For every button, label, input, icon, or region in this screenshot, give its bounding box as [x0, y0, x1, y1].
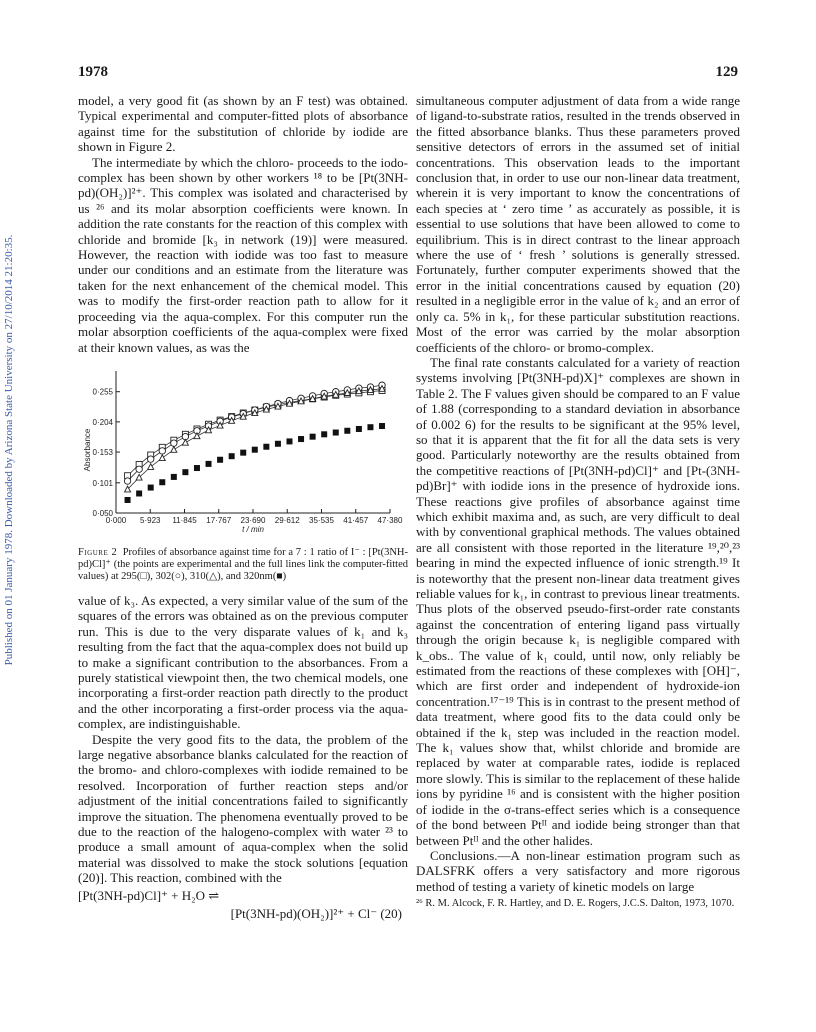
equation-line: [Pt(3NH-pd)Cl]⁺ + H₂O ⇌ — [78, 887, 220, 903]
x-tick-label: 11·845 — [172, 515, 197, 525]
data-point-circle — [136, 466, 142, 472]
paragraph: The intermediate by which the chloro- proceeds to the iodo-complex has been shown by other workers ¹⁸ to be [Pt(3NH-pd)(OH₂)]²⁺. This complex was isolated and characterised by us ²⁶ and its molar absorption coefficients were known. In addition the rate constants for the reaction of this complex with chloride and bromide [k₃ in network (19)] were measured. However, the reaction with iodide was too fast to measure under our conditions and an estimate from the literature was taken for the next enhancement of the chemical model. This was to modify the first-order reaction path to allow for it proceeding via the aqua-complex. For this computer run the molar absorption coefficients of the aqua-complex were fixed at their known values, as was the — [78, 154, 408, 355]
data-point-filled-square — [344, 428, 350, 434]
data-point-triangle — [148, 464, 154, 470]
right-column — [416, 93, 740, 910]
download-watermark-text: Published on 01 January 1978. Downloaded by Arizona State University on 27/10/2014 21:20:35. — [3, 234, 15, 666]
paragraph: simultaneous computer adjustment of data from a wide range of ligand-to-substrate ratios, resulted in the trends observed in the fitted absorbance blanks. Thus these parameters proved sensitive detectors of errors in the assumed set of initial concentrations. This observation leads to the important conclusion that, in order to use our non-linear data treatment, wherein it is very important to know the concentrations of each species at ‘ zero time ’ as accurately as possible, it is essential to use solutions that have been allowed to come to equilibrium. This is in direct contrast to the linear approach where the use of ‘ fresh ’ solutions is generally stressed. Fortunately, further computer experiments showed that the error in the initial concentrations caused by equation (20) resulted in a negligible error in the value of k₂ and an error of only ca. 5% in k₁, for these particular substitution reactions. Most of the error was carried by the molar absorption coefficients of the chloro- or bromo-complex. — [416, 93, 740, 355]
data-point-circle — [159, 448, 165, 454]
x-tick-label: 35·535 — [309, 515, 334, 525]
paragraph: value of k₃. As expected, a very similar value of the sum of the squares of the errors was obtained as on the previous computer run. This is due to the very disparate values of k₁ and k₃ resulting from the fact that the aqua-complex does not build up to make a significant contribution to the absorbances. From a purely statistical viewpoint then, the two chemical models, one incorporating a first-order reaction path directly to the product and the other incorporating a first-order process via the aqua-complex, are indistinguishable. — [78, 592, 408, 732]
data-point-filled-square — [125, 497, 131, 503]
x-tick-label: 47·380 — [377, 515, 403, 525]
data-point-filled-square — [356, 426, 362, 432]
data-point-filled-square — [159, 479, 165, 485]
data-point-filled-square — [171, 474, 177, 480]
data-point-triangle — [182, 439, 188, 445]
data-point-filled-square — [240, 450, 246, 456]
x-tick-label: 29·612 — [274, 515, 300, 525]
data-point-triangle — [171, 446, 177, 452]
paragraph: model, a very good fit (as shown by an F test) was obtained. Typical experimental and computer-fitted plots of absorbance against time for the substitution of chloride by iodide are shown in Figure 2. — [78, 93, 408, 155]
data-point-filled-square — [367, 424, 373, 430]
absorbance-chart — [78, 363, 408, 543]
y-axis-label: Absorbance — [83, 428, 92, 472]
data-point-triangle — [194, 433, 200, 439]
x-axis-label: t / min — [242, 524, 264, 534]
y-tick-label: 0·255 — [92, 387, 113, 397]
figure-label: Figure 2 — [78, 546, 118, 558]
x-tick-label: 41·457 — [343, 515, 369, 525]
caption-text: Profiles of absorbance against time for a 7 : 1 ratio of I⁻ : [Pt(3NH-pd)Cl]⁺ (the points are experimental and the full lines link the computer-fitted values) at 295(□), 302(○), 310(△), and 320nm(■) — [78, 546, 409, 582]
equation-line: [Pt(3NH-pd)(OH₂)]²⁺ + Cl⁻ (20) — [230, 905, 402, 921]
data-point-filled-square — [310, 434, 316, 440]
data-point-filled-square — [333, 429, 339, 435]
x-tick-label: 5·923 — [140, 515, 161, 525]
data-point-circle — [171, 440, 177, 446]
y-tick-label: 0·101 — [92, 478, 113, 488]
y-tick-label: 0·204 — [92, 417, 113, 427]
data-point-filled-square — [148, 484, 154, 490]
year-header: 1978 — [78, 64, 108, 80]
page-number: 129 — [715, 64, 738, 80]
x-tick-label: 23·690 — [240, 515, 266, 525]
data-point-filled-square — [182, 469, 188, 475]
data-point-circle — [124, 478, 130, 484]
data-point-filled-square — [275, 441, 281, 447]
series-line — [128, 389, 382, 490]
y-tick-label: 0·153 — [92, 447, 113, 457]
x-tick-label: 17·767 — [206, 515, 232, 525]
data-point-circle — [147, 456, 153, 462]
figure-2 — [78, 363, 408, 543]
data-point-filled-square — [217, 457, 223, 463]
left-column — [78, 93, 408, 922]
data-point-filled-square — [298, 436, 304, 442]
data-point-filled-square — [379, 423, 385, 429]
figure-caption — [78, 547, 408, 583]
paragraph: Conclusions.—A non-linear estimation program such as DALSFRK offers a very satisfactory and more rigorous method of testing a variety of kinetic models on large — [416, 847, 740, 894]
paragraph: The final rate constants calculated for a variety of reaction systems involving [Pt(3NH-pd)X]⁺ complexes are shown in Table 2. The F values given should be compared to an F value of 1.88 (corresponding to a standard deviation in absorbance of 0.002 6) for the results to be significant at the 95% level, so that it is apparent that the fit for all the data sets is very good. Particularly noteworthy are the results obtained from the competitive reactions of [Pt(3NH-pd)Cl]⁺ and [Pt-(3NH-pd)Br]⁺ with iodide ions in the presence of hydroxide ions. These reactions give profiles of absorbance against time which exhibit maxima and, as such, are very difficult to deal with by conventional graphical methods. The values obtained are all consistent with those reported in the literature ¹⁹,²⁰,²³ bearing in mind the expected influence of ionic strength.¹⁹ It is noteworthy that the present non-linear data treatment gives reliable values for k₁, in contrast to previous linear treatments. Thus plots of the observed pseudo-first-order rate constants against the concentration of entering ligand pass virtually through the origin because k₁ is negligible compared with k_obs.. The value of k₁ could, until now, only reliably be estimated from the reactions of these complexes with [OH]⁻, which are first order and independent of hydroxide-ion concentration.¹⁷⁻¹⁹ This is in contrast to the present method of data treatment, where good fits to the data could only be obtained if the k₁ step was included in the reaction model. The k₁ values show that, whilst chloride and bromide are replaced by water at comparable rates, iodide is replaced more slowly. This is similar to the replacement of these halide ions by pyridine ¹⁶ and is consistent with the higher position of iodide in the σ-trans-effect series which is a consequence of the bond between Ptᴵᴵ and iodide being stronger than that between Ptᴵᴵ and the other halides. — [416, 354, 741, 848]
download-watermark — [3, 130, 21, 770]
data-point-filled-square — [263, 444, 269, 450]
data-point-filled-square — [286, 438, 292, 444]
data-point-filled-square — [252, 447, 258, 453]
footnote: ²⁶ R. M. Alcock, F. R. Hartley, and D. E. Rogers, J.C.S. Dalton, 1973, 1070. — [416, 898, 735, 910]
data-point-filled-square — [229, 453, 235, 459]
y-tick-label: 0·050 — [92, 508, 113, 518]
series-line — [128, 390, 382, 475]
data-point-filled-square — [206, 461, 212, 467]
x-tick-label: 0·000 — [105, 515, 127, 525]
data-point-filled-square — [321, 431, 327, 437]
data-point-triangle — [159, 455, 165, 461]
data-point-filled-square — [194, 465, 200, 471]
series-line — [128, 385, 382, 481]
data-point-filled-square — [136, 490, 142, 496]
paragraph: Despite the very good fits to the data, the problem of the large negative absorbance blanks calculated for the reaction of the bromo- and chloro-complexes with iodide remained to be resolved. Incorporation of further reaction steps and/or adjustment of the initial concentrations failed to significantly improve the situation. The phenomena eventually proved to be due to the reaction of the halogeno-complex with water ²³ to produce a small amount of aqua-complex when the solid material was dissolved to make the stock solutions [equation (20)]. This reaction, combined with the — [78, 731, 408, 886]
